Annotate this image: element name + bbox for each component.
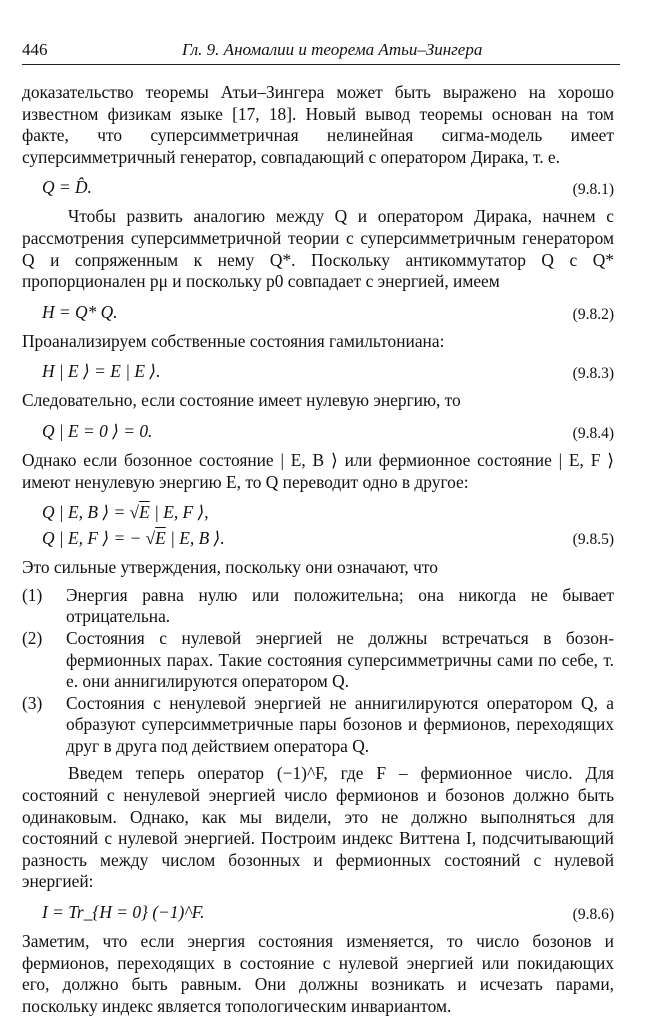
list-item [22, 628, 614, 693]
equation-9-8-5 [22, 501, 614, 551]
equation-number: (9.8.1) [572, 181, 614, 199]
paragraph-2: Чтобы развить аналогию между Q и оператором Дирака, начнем с рассмотрения суперсимметричной теории с суперсимметричным генератором Q и сопряженным к нему Q*. Поскольку антикоммутатор Q с Q* пропорционален pμ и поскольку p0 совпадает с энергией, имеем [22, 206, 614, 292]
equation-9-8-6 [22, 901, 614, 925]
list-label: (1) [22, 584, 43, 605]
equation-text: Q = D̂. [42, 177, 92, 198]
paragraph-7: Введем теперь оператор (−1)^F, где F – фермионное число. Для состояний с ненулевой энергией число фермионов и бозонов должно быть одинаковым. Однако, как мы видели, это не должно выполняться для состояний с нулевой энергией. Построим индекс Виттена I, подсчитывающий разность между числом бозонных и фермионных состояний с нулевой энергией: [22, 763, 614, 892]
equation-9-8-1 [22, 176, 614, 200]
list-label: (3) [22, 692, 43, 713]
equation-9-8-2 [22, 301, 614, 325]
equation-line-1 [42, 502, 209, 524]
paragraph-3: Проанализируем собственные состояния гамильтониана: [22, 330, 445, 351]
list-text: Состояния с нулевой энергией не должны встречаться в бозон-фермионных парах. Такие состояния суперсимметричны сами по себе, т. е. они аннигилируются оператором Q. [66, 627, 614, 692]
equation-number: (9.8.4) [572, 424, 614, 442]
list-text: Состояния с ненулевой энергией не аннигилируются оператором Q, а образуют суперсимметричные пары бозонов и фермионов, переходящих друг в друга под действием оператора Q. [66, 692, 614, 756]
radicand: E [155, 528, 166, 549]
paragraph-6: Это сильные утверждения, поскольку они означают, что [22, 557, 438, 578]
equation-line-2 [42, 528, 225, 550]
page-header [22, 40, 620, 62]
equation-number: (9.8.3) [572, 365, 614, 383]
equation-number: (9.8.6) [572, 906, 614, 924]
page-number: 446 [22, 40, 48, 59]
equation-text: Q | E = 0 ⟩ = 0. [42, 420, 153, 441]
list-item [22, 585, 614, 628]
equation-9-8-3 [22, 360, 614, 384]
header-rule [22, 64, 620, 65]
equation-text: I = Tr_{H = 0} (−1)^F. [42, 902, 205, 923]
equation-9-8-4 [22, 420, 614, 444]
equation-number: (9.8.5) [572, 531, 614, 549]
eq-part: Q | E, B ⟩ = √ [42, 502, 140, 523]
list-text: Энергия равна нулю или положительна; она никогда не бывает отрицательна. [66, 584, 614, 627]
paragraph-1: доказательство теоремы Атьи–Зингера может быть выражено на хорошо известном физикам языке [17, 18]. Новый вывод теоремы основан на том факте, что суперсимметричная нелинейная сигма-модель имеет суперсимметричный генератор, совпадающий с оператором Дирака, т. е. [22, 82, 614, 167]
equation-number: (9.8.2) [572, 305, 614, 323]
running-title: Гл. 9. Аномалии и теорема Атьи–Зингера [182, 40, 483, 59]
list-item [22, 693, 614, 758]
paragraph-4: Следовательно, если состояние имеет нулевую энергию, то [22, 390, 461, 411]
page-body [22, 82, 614, 1017]
radicand: E [139, 502, 150, 523]
equation-text: H | E ⟩ = E | E ⟩. [42, 361, 161, 382]
eq-part: | E, B ⟩. [165, 528, 225, 549]
equation-text: H = Q* Q. [42, 301, 118, 322]
paragraph-8: Заметим, что если энергия состояния изменяется, то число бозонов и фермионов, переходящих в состояние с нулевой энергией или покидающих его, должно быть равным. Они должны возникать и исчезать парами, поскольку индекс является топологическим инвариантом. [22, 931, 614, 1016]
eq-part: Q | E, F ⟩ = − √ [42, 528, 156, 549]
list-label: (2) [22, 627, 43, 648]
paragraph-5: Однако если бозонное состояние | E, B ⟩ или фермионное состояние | E, F ⟩ имеют ненулевую энергию E, то Q переводит одно в другое: [22, 449, 614, 492]
eq-part: | E, F ⟩, [149, 502, 209, 523]
